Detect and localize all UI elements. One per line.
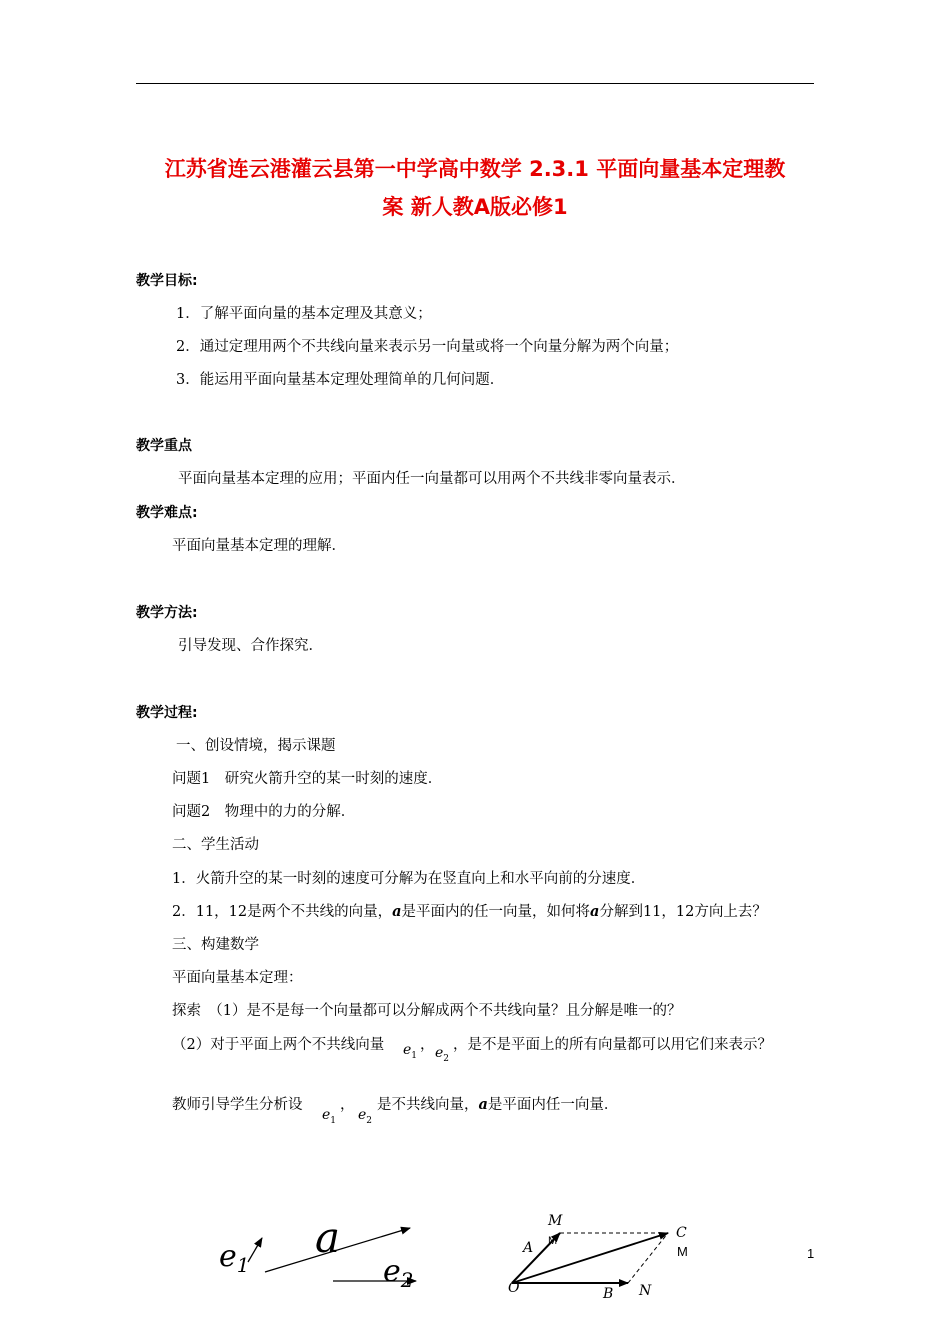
figure-label-C: C xyxy=(676,1225,687,1241)
explore-2-e2: $e_2$ xyxy=(435,1045,450,1064)
vector-e1-arrow xyxy=(248,1238,262,1262)
section-1-heading: 一、创设情境，揭示课题 xyxy=(176,738,336,754)
difficulties-heading: 教学难点: xyxy=(136,505,198,521)
explore-2-e1: $e_1$ xyxy=(403,1042,418,1061)
teacher-e2: $e_2$ xyxy=(358,1107,373,1126)
question-1: 问题1 研究火箭升空的某一时刻的速度． xyxy=(172,771,443,787)
question-2: 问题2 物理中的力的分解． xyxy=(172,804,356,820)
objective-item-3: 3．能运用平面向量基本定理处理简单的几何问题． xyxy=(176,372,505,388)
figure-label-M-small: M xyxy=(548,1235,558,1247)
process-heading: 教学过程: xyxy=(136,705,198,721)
figure-label-M-top: M xyxy=(548,1213,563,1229)
document-title-line-2: 案 新人教A版必修1 xyxy=(382,195,568,219)
teacher-mid: 是不共线向量， xyxy=(377,1097,479,1113)
difficulties-text: 平面向量基本定理的理解． xyxy=(172,538,346,554)
objective-item-1: 1．了解平面向量的基本定理及其意义； xyxy=(176,306,432,322)
activity-2-pre: 2．11，12是两个不共线的向量， xyxy=(172,904,393,920)
key-points-text: 平面向量基本定理的应用；平面内任一向量都可以用两个不共线非零向量表示． xyxy=(178,471,686,487)
figure-label-e2: $e_2$ xyxy=(383,1254,414,1292)
figure-label-A: A xyxy=(523,1240,534,1256)
teacher-post: 是平面内任一向量． xyxy=(487,1097,619,1113)
objectives-heading: 教学目标: xyxy=(136,273,198,289)
section-2-heading: 二、学生活动 xyxy=(172,837,259,853)
theorem-heading: 平面向量基本定理： xyxy=(172,970,303,986)
teacher-pre: 教师引导学生分析设 xyxy=(172,1097,303,1113)
activity-2-var-a: a xyxy=(392,903,402,920)
activity-2-var-a-2: a xyxy=(590,903,600,920)
key-points-heading: 教学重点 xyxy=(136,438,192,454)
teacher-e1: $e_1$ xyxy=(322,1107,337,1126)
methods-text: 引导发现、合作探究． xyxy=(178,638,323,654)
teacher-var-a: a xyxy=(478,1096,488,1113)
explore-2-post: ，是不是平面上的所有向量都可以用它们来表示？ xyxy=(453,1037,772,1053)
figure-label-M-right: M xyxy=(677,1244,688,1259)
activity-2-mid: 是平面内的任一向量，如何将 xyxy=(401,904,591,920)
explore-2-sep: ， xyxy=(420,1037,435,1053)
figure-label-e1: $e_1$ xyxy=(219,1239,250,1277)
activity-1: 1．火箭升空的某一时刻的速度可分解为在竖直向上和水平向前的分速度． xyxy=(172,871,646,887)
page-number: 1 xyxy=(807,1246,815,1261)
figure-label-N: N xyxy=(639,1283,652,1299)
dashed-NC xyxy=(628,1233,668,1283)
objective-item-2: 2．通过定理用两个不共线向量来表示另一向量或将一个向量分解为两个向量； xyxy=(176,339,679,355)
explore-2-pre: （2）对于平面上两个不共线向量 xyxy=(172,1037,385,1053)
explore-1: 探索 （1）是不是每一个向量都可以分解成两个不共线向量？且分解是唯一的？ xyxy=(172,1003,682,1019)
activity-2-post: 分解到11，12方向上去？ xyxy=(599,904,767,920)
teacher-sep: ， xyxy=(340,1097,355,1113)
figure-label-B: B xyxy=(603,1286,614,1302)
document-title-line-1: 江苏省连云港灌云县第一中学高中数学 2.3.1 平面向量基本定理教 xyxy=(164,157,786,181)
figure-label-a: a xyxy=(315,1213,341,1262)
methods-heading: 教学方法: xyxy=(136,605,198,621)
figure-label-O: O xyxy=(508,1280,520,1296)
section-3-heading: 三、构建数学 xyxy=(172,937,259,953)
